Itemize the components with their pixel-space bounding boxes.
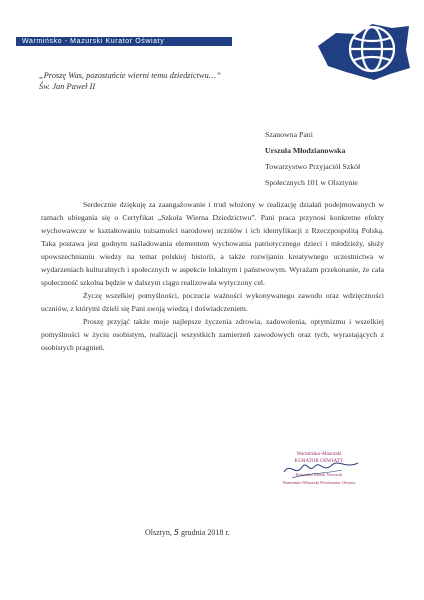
date-place: Olsztyn, xyxy=(145,528,172,537)
signature-stamp xyxy=(262,447,376,487)
institution-name: Warmińsko - Mazurski Kurator Oświaty xyxy=(22,38,165,45)
institution-header-bar xyxy=(16,37,232,46)
handwritten-signature xyxy=(284,463,358,472)
recipient-organization-line1: Towarzystwo Przyjaciół Szkół xyxy=(265,162,361,171)
recipient-organization-line2: Społecznych 101 w Olsztynie xyxy=(265,178,358,187)
motto-block xyxy=(39,70,221,92)
body-paragraph: Proszę przyjąć także moje najlepsze życzenia zdrowia, zadowolenia, optymizmu i wszelkiej pomyślności w życiu osobistym, realizacji wszystkich zamierzeń zawodowych oraz tych, wyrastających z osobistych pragnień. xyxy=(41,317,384,352)
date-month-year: grudnia 2018 r. xyxy=(180,528,230,537)
date-line xyxy=(145,528,230,537)
recipient-salutation: Szanowna Pani xyxy=(265,130,313,139)
stamp-line-1: Warmińsko-Mazurski xyxy=(296,451,342,457)
globe-map-logo-icon xyxy=(316,16,412,82)
body-paragraph: Serdecznie dziękuję za zaangażowanie i trud włożony w realizację działań podejmowanych w ramach ubiegania się o Certyfikat „Szkoła Wierna Dziedzictwu”. Pani praca przynosi konkretne efekty wychowawcze w kształtowaniu tożsamości narodowej uczniów i ich identyfikacji z Rzeczpospolitą Polską. Taka postawa jest godnym naśladowania elementem wychowania patriotycznego dzieci i młodzieży, służy upowszechnianiu wiedzy na temat polskiej historii, a także rozwijaniu kreatywnego uczestnictwa w wydarzeniach kulturalnych i społecznych w aspekcie lokalnym i państwowym. Wyrażam przekonanie, że cała społeczność szkolna będzie w dalszym ciągu realizowała wytyczony cel. xyxy=(41,200,384,287)
body-paragraph: Życzę wszelkiej pomyślności, poczucia ważności wykonywanego zawodu oraz wdzięczności uczniów, z którymi dzieli się Pani swoją wiedzą i doświadczeniem. xyxy=(41,291,384,313)
recipient-name: Urszula Młodzianowska xyxy=(265,146,346,155)
motto-quote: „Proszę Was, pozostańcie wierni temu dziedzictwu…” xyxy=(39,71,221,80)
stamp-line-2: KURATOR OŚWIATY xyxy=(294,458,344,464)
recipient-block xyxy=(265,127,360,191)
date-day: 5 xyxy=(173,528,179,537)
stamp-line-4: Warmińsko-Mazurski Wicekurator Oświaty xyxy=(282,480,356,485)
letter-body xyxy=(41,198,384,354)
stamp-line-3: Krzysztof Marek Nowacki xyxy=(295,472,343,477)
motto-author: Św. Jan Paweł II xyxy=(39,82,96,91)
